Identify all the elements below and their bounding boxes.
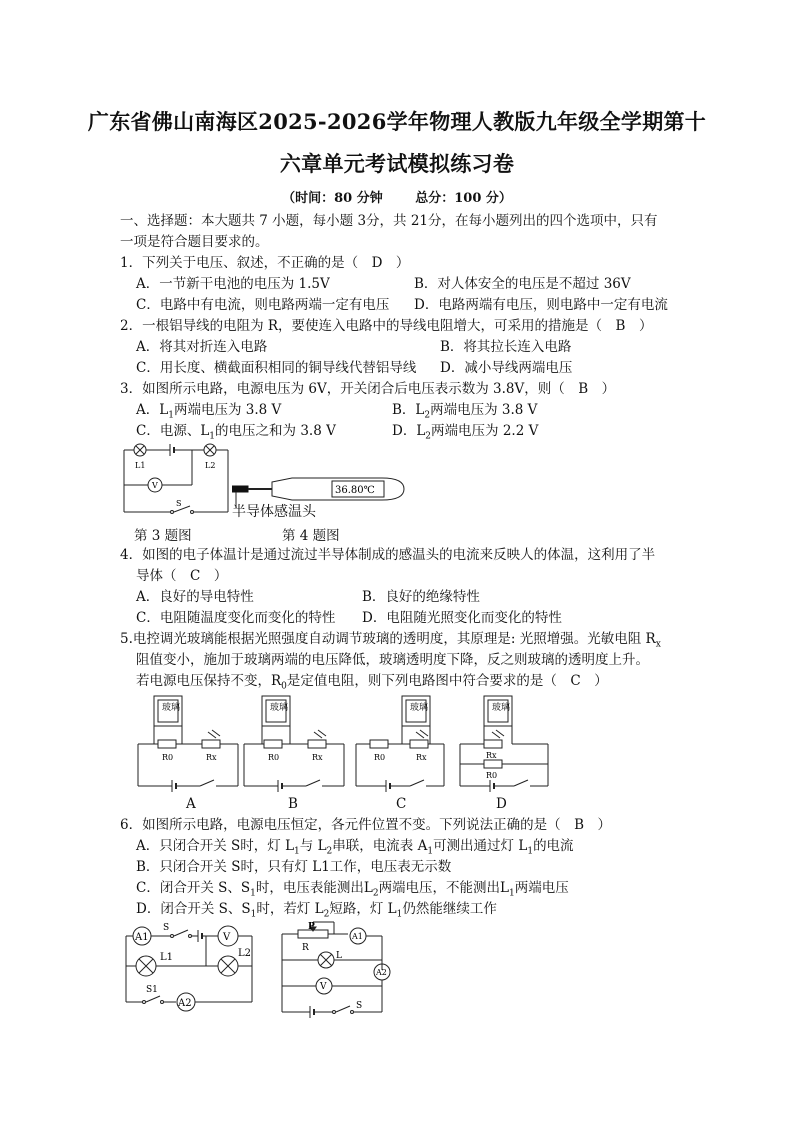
section-heading-cont: 一项是符合题目要求的。 xyxy=(120,234,269,250)
q1-option-c: C．电路中有电流，则电路两端一定有电压 xyxy=(136,297,390,313)
glass-label: 玻璃 xyxy=(270,703,289,713)
voltmeter-label: V xyxy=(152,481,158,490)
exam-total-score: 总分：100 分） xyxy=(415,191,512,206)
q5-circuit-c xyxy=(352,694,452,794)
q3-option-b: B．$L_2$两端电压为 3.8 V xyxy=(392,402,538,421)
r0-label: R0 xyxy=(486,771,498,780)
ammeter-a1-label: A1 xyxy=(135,932,149,943)
rx-label: Rx xyxy=(486,751,497,760)
glass-label: 玻璃 xyxy=(410,703,429,713)
lamp-l2-label: L2 xyxy=(238,948,252,959)
rx-label: Rx xyxy=(416,753,427,762)
q5-circuit-b xyxy=(240,694,350,794)
r0-label: R0 xyxy=(268,753,280,762)
q3-option-c: C．电源、$L_1$的电压之和为 3.8 V xyxy=(136,423,336,442)
switch-s-label: S xyxy=(163,923,170,933)
page-title-line-2: 六章单元考试模拟练习卷 xyxy=(279,151,515,176)
q5-label-b: B xyxy=(288,796,298,812)
r0-label: R0 xyxy=(162,753,174,762)
q6-circuit-left xyxy=(120,922,260,1020)
lamp-l-label: L xyxy=(336,951,342,961)
glass-label: 玻璃 xyxy=(492,703,511,713)
q1-option-a: A．一节新干电池的电压为 1.5V xyxy=(136,276,330,292)
page-title-line-1: 广东省佛山南海区2025-2026学年物理人教版九年级全学期第十 xyxy=(87,109,707,134)
q3-option-a: A．$L_1$两端电压为 3.8 V xyxy=(136,402,282,421)
q5-label-c: C xyxy=(396,796,407,812)
figure-3-circuit xyxy=(118,442,236,520)
q5-circuit-a xyxy=(134,694,244,794)
rx-label: Rx xyxy=(312,753,323,762)
voltmeter-label: V xyxy=(223,932,231,943)
q2-option-a: A．将其对折连入电路 xyxy=(136,339,268,355)
question-6-stem: 6．如图所示电路，电源电压恒定，各元件位置不变。下列说法正确的是（ B ） xyxy=(120,817,612,833)
section-heading: 一、选择题：本大题共 7 小题，每小题 3分，共 21分，在每小题列出的四个选项中，只有 xyxy=(120,213,658,229)
figure-4-caption: 第 4 题图 xyxy=(282,528,340,544)
ammeter-a2-label: A2 xyxy=(376,968,387,977)
exam-time: （时间：80 分钟 xyxy=(282,191,383,206)
q6-option-c: C．闭合开关 S、$S_1$时，电压表能测出$L_2$两端电压，不能测出$L_1$两端电压 xyxy=(136,880,569,899)
r0-label: R0 xyxy=(374,753,386,762)
q1-option-d: D．电路两端有电压，则电路中一定有电流 xyxy=(414,297,668,313)
sensor-label: 半导体感温头 xyxy=(232,504,316,520)
voltmeter-label: V xyxy=(320,982,327,992)
slider-p-label: P xyxy=(308,922,315,932)
figure-3-caption: 第 3 题图 xyxy=(134,528,192,544)
q6-option-b: B．只闭合开关 S时，只有灯 L1工作，电压表无示数 xyxy=(136,859,452,875)
q6-option-d: D．闭合开关 S、$S_1$时，若灯 $L_2$短路，灯 $L_1$仍然能继续工作 xyxy=(136,901,497,920)
q4-option-c: C．电阻随温度变化而变化的特性 xyxy=(136,610,336,626)
q1-option-b: B．对人体安全的电压是不超过 36V xyxy=(414,276,631,292)
lamp-l1-label: L1 xyxy=(160,952,174,963)
exam-info xyxy=(0,187,794,206)
question-4-stem: 4．如图的电子体温计是通过流过半导体制成的感温头的电流来反映人的体温，这利用了半 xyxy=(120,547,656,563)
ammeter-a2-label: A2 xyxy=(178,998,192,1009)
thermometer-reading: 36.80℃ xyxy=(335,485,375,496)
l1-label: L1 xyxy=(135,461,146,470)
question-5-stem-2: 阻值变小，施加于玻璃两端的电压降低，玻璃透明度下降，反之则玻璃的透明度上升。 xyxy=(136,652,649,668)
switch-s-label: S xyxy=(356,1001,363,1011)
question-3-stem: 3．如图所示电路，电源电压为 6V，开关闭合后电压表示数为 3.8V，则（ B ） xyxy=(120,381,616,397)
question-5-stem-3: 若电源电压保持不变，$R_0$是定值电阻，则下列电路图中符合要求的是（ C ） xyxy=(136,673,608,692)
q5-label-a: A xyxy=(186,796,196,812)
question-1-stem: 1．下列关于电压、叙述，不正确的是（ D ） xyxy=(120,255,410,271)
question-4-stem-cont: 导体（ C ） xyxy=(136,568,228,584)
question-5-stem-1: 5.电控调光玻璃能根据光照强度自动调节玻璃的透明度，其原理是: 光照增强。光敏电阻 $R_x$ xyxy=(120,631,661,650)
ammeter-a1-label: A1 xyxy=(352,932,363,941)
q2-option-c: C．用长度、横截面积相同的铜导线代替铝导线 xyxy=(136,360,417,376)
q4-option-d: D．电阻随光照变化而变化的特性 xyxy=(362,610,562,626)
q3-option-d: D．$L_2$两端电压为 2.2 V xyxy=(392,423,539,442)
resistor-r-label: R xyxy=(302,943,309,953)
rx-label: Rx xyxy=(206,753,217,762)
q2-option-b: B．将其拉长连入电路 xyxy=(440,339,572,355)
q5-label-d: D xyxy=(496,796,507,812)
question-2-stem: 2．一根铝导线的电阻为 R，要使连入电路中的导线电阻增大，可采用的措施是（ B ） xyxy=(120,318,653,334)
q2-option-d: D．减小导线两端电压 xyxy=(440,360,573,376)
switch-s1-label: S1 xyxy=(146,985,158,995)
q6-circuit-right xyxy=(274,920,394,1022)
q6-option-a: A．只闭合开关 S时，灯 $L_1$与 $L_2$串联，电流表 $A_1$可测出通过灯 $L_1$的电流 xyxy=(136,838,574,857)
q4-option-b: B．良好的绝缘特性 xyxy=(362,589,480,605)
q4-option-a: A．良好的导电特性 xyxy=(136,589,254,605)
switch-label: S xyxy=(176,499,182,508)
l2-label: L2 xyxy=(205,461,216,470)
glass-label: 玻璃 xyxy=(162,703,181,713)
q5-circuit-d xyxy=(456,694,554,794)
